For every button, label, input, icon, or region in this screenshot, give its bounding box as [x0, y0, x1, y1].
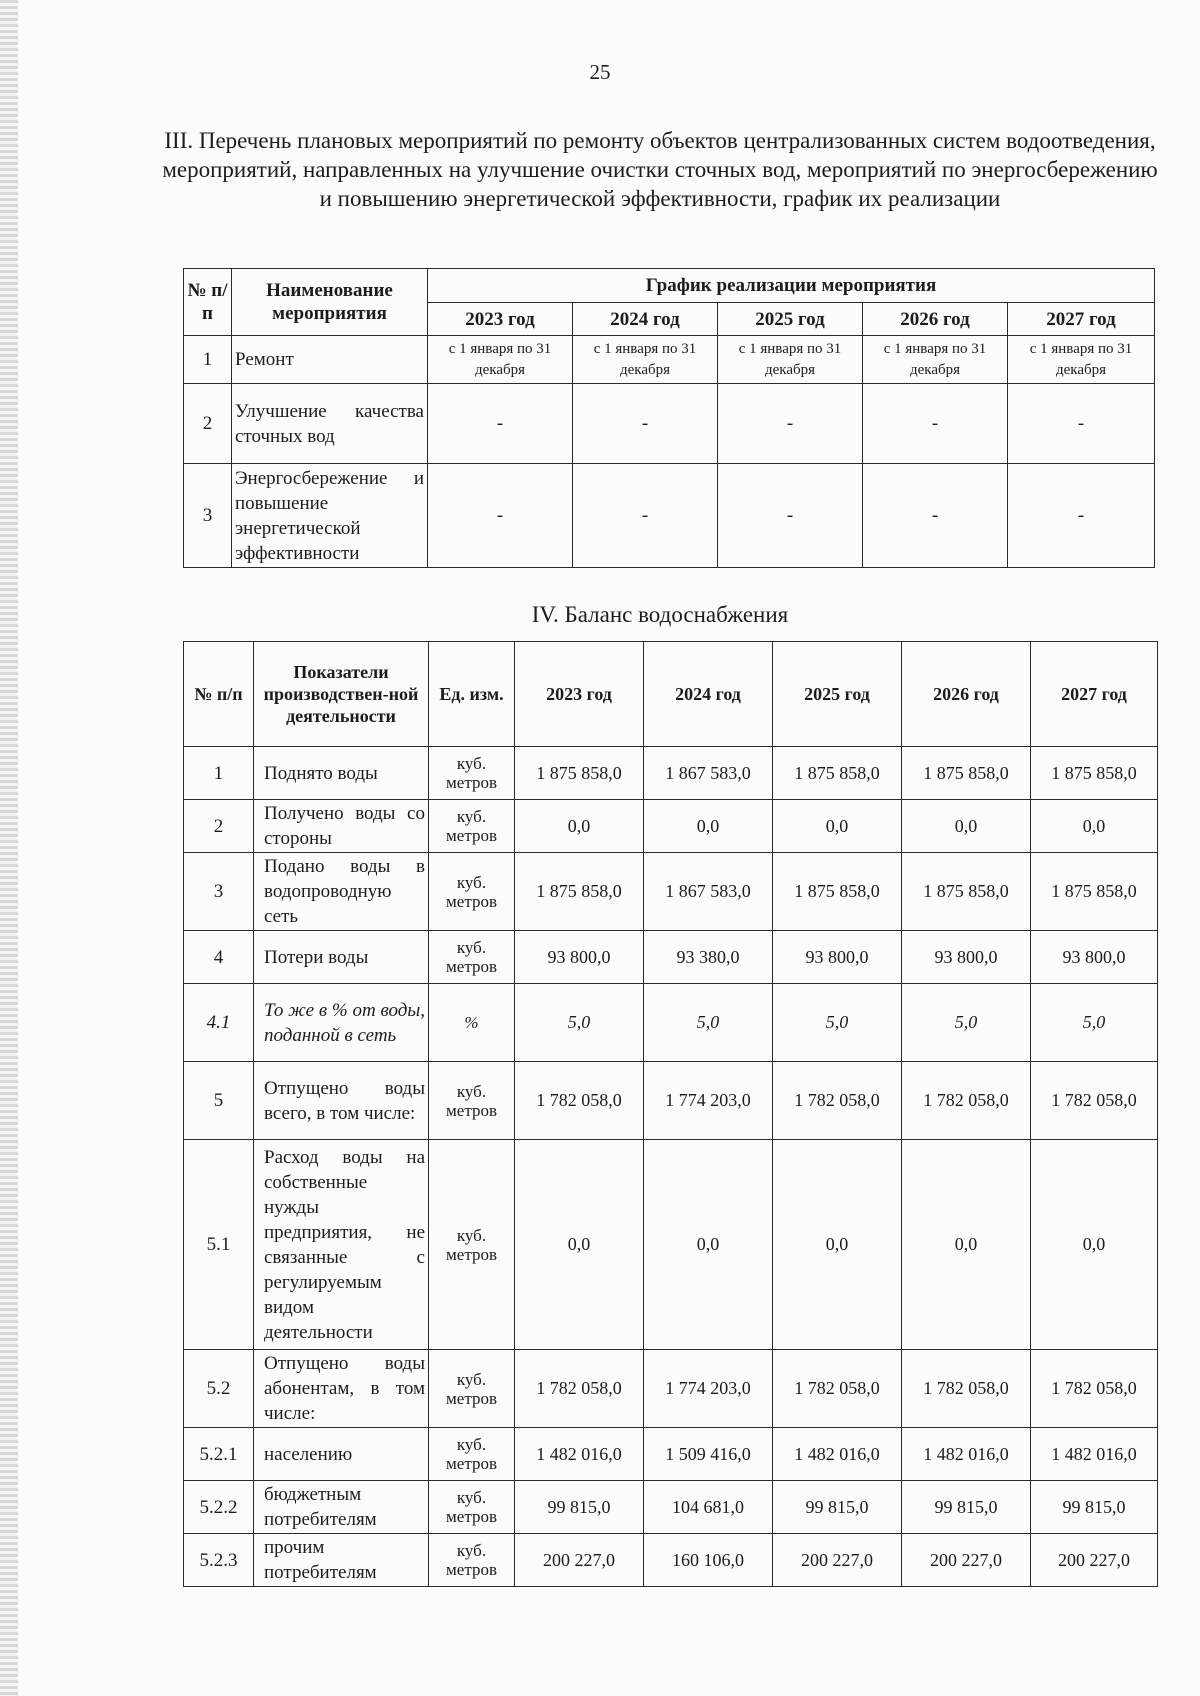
value-cell: 200 227,0 — [1031, 1534, 1158, 1587]
schedule-cell: - — [573, 464, 718, 568]
value-cell: 93 800,0 — [773, 931, 902, 984]
measures-schedule-table — [183, 268, 1155, 568]
unit-cell: куб. метров — [429, 1481, 515, 1534]
value-cell: 1 875 858,0 — [773, 747, 902, 800]
header-num: № п/п — [184, 642, 254, 747]
value-cell: 5,0 — [902, 984, 1031, 1062]
schedule-cell: - — [1008, 464, 1155, 568]
value-cell: 1 867 583,0 — [644, 853, 773, 931]
value-cell: 200 227,0 — [515, 1534, 644, 1587]
table-row — [184, 747, 1158, 800]
row-num: 3 — [184, 464, 232, 568]
header-year: 2027 год — [1008, 303, 1155, 336]
value-cell: 93 800,0 — [515, 931, 644, 984]
table-row — [184, 464, 1155, 568]
value-cell: 0,0 — [902, 1140, 1031, 1350]
value-cell: 1 782 058,0 — [515, 1062, 644, 1140]
row-num: 4 — [184, 931, 254, 984]
value-cell: 0,0 — [515, 800, 644, 853]
indicator-name: Потери воды — [254, 931, 429, 984]
table-row — [184, 1062, 1158, 1140]
value-cell: 104 681,0 — [644, 1481, 773, 1534]
unit-cell: куб. метров — [429, 1534, 515, 1587]
value-cell: 1 782 058,0 — [773, 1062, 902, 1140]
indicator-name: Расход воды на собственные нужды предприятия, не связанные с регулируемым видом деятельности — [254, 1140, 429, 1350]
value-cell: 1 774 203,0 — [644, 1350, 773, 1428]
value-cell: 1 482 016,0 — [515, 1428, 644, 1481]
unit-cell: куб. метров — [429, 1062, 515, 1140]
value-cell: 5,0 — [644, 984, 773, 1062]
value-cell: 0,0 — [1031, 1140, 1158, 1350]
schedule-cell: - — [428, 384, 573, 464]
header-schedule: График реализации мероприятия — [428, 269, 1155, 303]
schedule-cell: - — [573, 384, 718, 464]
unit-cell: куб. метров — [429, 1350, 515, 1428]
schedule-cell: с 1 января по 31 декабря — [1008, 336, 1155, 384]
value-cell: 1 875 858,0 — [773, 853, 902, 931]
value-cell: 200 227,0 — [902, 1534, 1031, 1587]
measure-name: Энергосбережение и повышение энергетической эффективности — [232, 464, 428, 568]
unit-cell: куб. метров — [429, 747, 515, 800]
schedule-cell: - — [863, 464, 1008, 568]
table-row — [184, 1140, 1158, 1350]
value-cell: 0,0 — [644, 1140, 773, 1350]
value-cell: 1 482 016,0 — [902, 1428, 1031, 1481]
header-year: 2025 год — [773, 642, 902, 747]
table-row — [184, 800, 1158, 853]
section-3-title: III. Перечень плановых мероприятий по ремонту объектов централизованных систем водоотведения, мероприятий, направленных на улучшение очистки сточных вод, мероприятий по энергосбережению и повышению энергетической эффективности, график их реализации — [162, 128, 1158, 211]
value-cell: 0,0 — [773, 1140, 902, 1350]
row-num: 1 — [184, 336, 232, 384]
unit-cell: % — [429, 984, 515, 1062]
header-unit: Ед. изм. — [429, 642, 515, 747]
indicator-name: Отпущено воды всего, в том числе: — [254, 1062, 429, 1140]
value-cell: 5,0 — [515, 984, 644, 1062]
value-cell: 1 875 858,0 — [1031, 853, 1158, 931]
schedule-cell: - — [718, 384, 863, 464]
header-year: 2026 год — [902, 642, 1031, 747]
unit-cell: куб. метров — [429, 1140, 515, 1350]
value-cell: 1 482 016,0 — [773, 1428, 902, 1481]
water-balance-table — [183, 641, 1158, 1587]
schedule-cell: - — [718, 464, 863, 568]
page-number: 25 — [589, 60, 611, 84]
table-row — [184, 984, 1158, 1062]
value-cell: 99 815,0 — [515, 1481, 644, 1534]
value-cell: 1 875 858,0 — [515, 747, 644, 800]
unit-cell: куб. метров — [429, 800, 515, 853]
value-cell: 93 800,0 — [902, 931, 1031, 984]
row-num: 5 — [184, 1062, 254, 1140]
value-cell: 1 875 858,0 — [902, 747, 1031, 800]
value-cell: 1 875 858,0 — [515, 853, 644, 931]
schedule-cell: с 1 января по 31 декабря — [863, 336, 1008, 384]
header-year: 2024 год — [573, 303, 718, 336]
indicator-name: Поднято воды — [254, 747, 429, 800]
row-num: 2 — [184, 384, 232, 464]
schedule-cell: - — [428, 464, 573, 568]
value-cell: 1 875 858,0 — [902, 853, 1031, 931]
schedule-cell: с 1 января по 31 декабря — [428, 336, 573, 384]
value-cell: 99 815,0 — [1031, 1481, 1158, 1534]
table-row — [184, 931, 1158, 984]
value-cell: 93 380,0 — [644, 931, 773, 984]
table-row — [184, 853, 1158, 931]
table-row — [184, 1481, 1158, 1534]
row-num: 1 — [184, 747, 254, 800]
header-year: 2027 год — [1031, 642, 1158, 747]
header-year: 2025 год — [718, 303, 863, 336]
schedule-cell: с 1 января по 31 декабря — [718, 336, 863, 384]
unit-cell: куб. метров — [429, 1428, 515, 1481]
indicator-name: То же в % от воды, поданной в сеть — [254, 984, 429, 1062]
indicator-name: прочим потребителям — [254, 1534, 429, 1587]
row-num: 5.2.1 — [184, 1428, 254, 1481]
value-cell: 1 867 583,0 — [644, 747, 773, 800]
row-num: 5.2.2 — [184, 1481, 254, 1534]
value-cell: 0,0 — [644, 800, 773, 853]
indicator-name: Подано воды в водопроводную сеть — [254, 853, 429, 931]
table-row — [184, 336, 1155, 384]
row-num: 5.2 — [184, 1350, 254, 1428]
value-cell: 99 815,0 — [902, 1481, 1031, 1534]
table-row — [184, 1534, 1158, 1587]
indicator-name: Отпущено воды абонентам, в том числе: — [254, 1350, 429, 1428]
value-cell: 200 227,0 — [773, 1534, 902, 1587]
header-year: 2023 год — [515, 642, 644, 747]
value-cell: 0,0 — [1031, 800, 1158, 853]
value-cell: 1 875 858,0 — [1031, 747, 1158, 800]
row-num: 5.2.3 — [184, 1534, 254, 1587]
measure-name: Ремонт — [232, 336, 428, 384]
value-cell: 1 782 058,0 — [1031, 1062, 1158, 1140]
value-cell: 0,0 — [515, 1140, 644, 1350]
schedule-cell: с 1 января по 31 декабря — [573, 336, 718, 384]
value-cell: 1 782 058,0 — [902, 1350, 1031, 1428]
section-4-title: IV. Баланс водоснабжения — [531, 602, 789, 627]
value-cell: 1 774 203,0 — [644, 1062, 773, 1140]
value-cell: 1 482 016,0 — [1031, 1428, 1158, 1481]
row-num: 4.1 — [184, 984, 254, 1062]
header-indicator: Показатели производствен-ной деятельности — [254, 642, 429, 747]
table-row — [184, 1350, 1158, 1428]
header-measure-name: Наименование мероприятия — [232, 269, 428, 336]
value-cell: 0,0 — [773, 800, 902, 853]
value-cell: 1 782 058,0 — [515, 1350, 644, 1428]
value-cell: 160 106,0 — [644, 1534, 773, 1587]
header-year: 2026 год — [863, 303, 1008, 336]
indicator-name: бюджетным потребителям — [254, 1481, 429, 1534]
scan-edge — [0, 0, 18, 1696]
header-year: 2023 год — [428, 303, 573, 336]
value-cell: 0,0 — [902, 800, 1031, 853]
schedule-cell: - — [1008, 384, 1155, 464]
value-cell: 1 782 058,0 — [1031, 1350, 1158, 1428]
value-cell: 5,0 — [773, 984, 902, 1062]
table-row — [184, 1428, 1158, 1481]
measure-name: Улучшение качества сточных вод — [232, 384, 428, 464]
row-num: 2 — [184, 800, 254, 853]
row-num: 5.1 — [184, 1140, 254, 1350]
indicator-name: Получено воды со стороны — [254, 800, 429, 853]
header-num: № п/п — [184, 269, 232, 336]
value-cell: 99 815,0 — [773, 1481, 902, 1534]
value-cell: 5,0 — [1031, 984, 1158, 1062]
value-cell: 1 782 058,0 — [902, 1062, 1031, 1140]
unit-cell: куб. метров — [429, 931, 515, 984]
value-cell: 1 782 058,0 — [773, 1350, 902, 1428]
header-year: 2024 год — [644, 642, 773, 747]
value-cell: 93 800,0 — [1031, 931, 1158, 984]
value-cell: 1 509 416,0 — [644, 1428, 773, 1481]
indicator-name: населению — [254, 1428, 429, 1481]
unit-cell: куб. метров — [429, 853, 515, 931]
table-row — [184, 384, 1155, 464]
row-num: 3 — [184, 853, 254, 931]
schedule-cell: - — [863, 384, 1008, 464]
